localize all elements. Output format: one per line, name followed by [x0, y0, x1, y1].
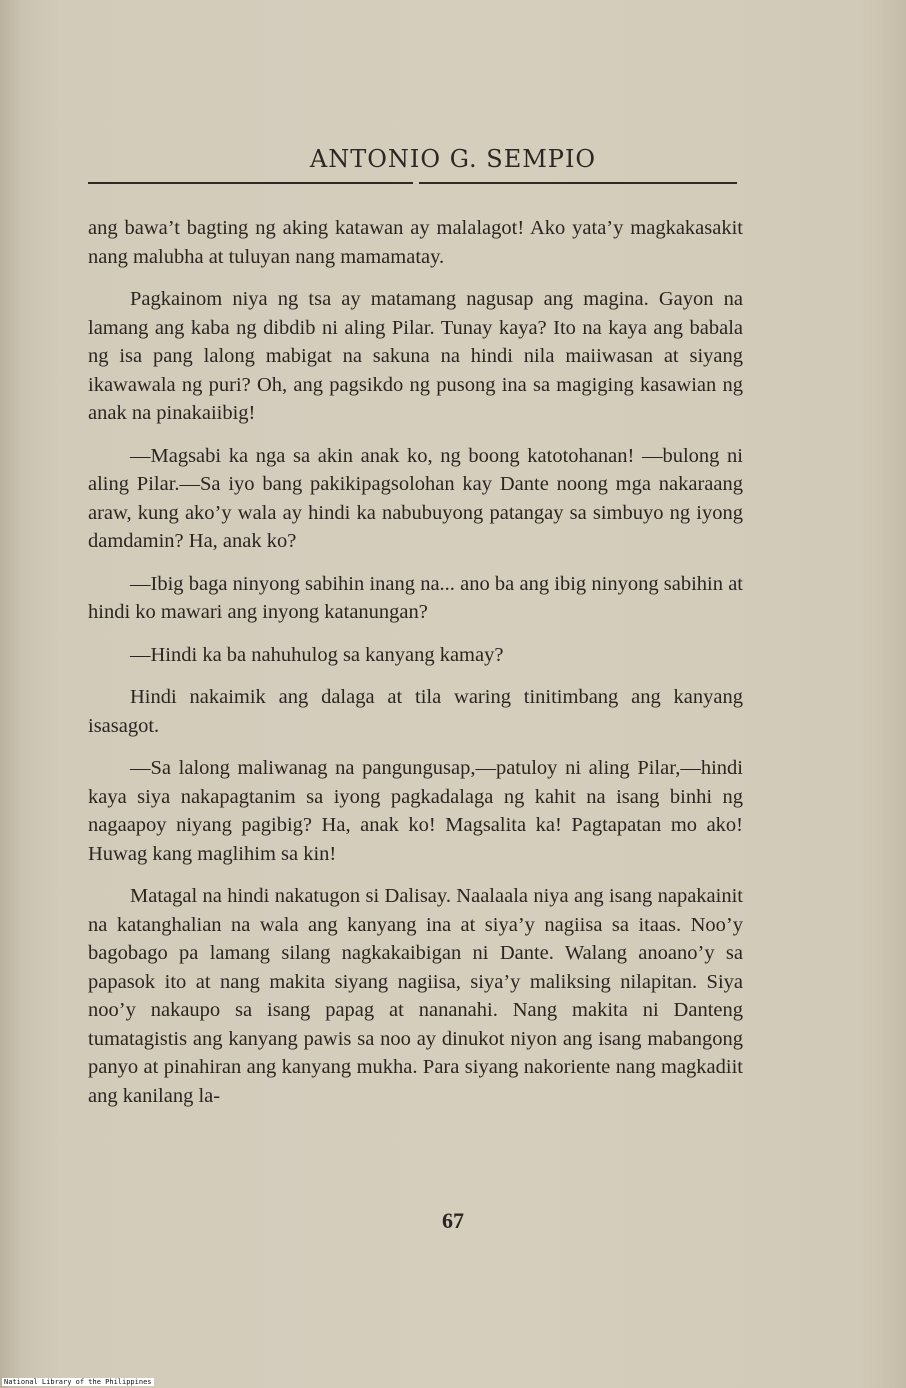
paragraph-3: —Magsabi ka nga sa akin anak ko, ng boong katotohanan! —bulong ni aling Pilar.—Sa iyo bang pakikipagsolohan kay Dante noong mga nakaraang araw, kung ako’y wala ay hindi ka nabubuyong patangay sa simbuyo ng iyong damdamin? Ha, anak ko? — [88, 444, 743, 552]
header-rule-right — [419, 182, 737, 184]
paragraph-8: Matagal na hindi nakatugon si Dalisay. Naalaala niya ang isang napakainit na katanghalian na wala ang kanyang ina at siya’y nagiisa sa itaas. Noo’y bagobago pa lamang silang nagkakaibigan ni Dante. Walang anoano’y sa papasok ito at nang makita siyang nagiisa, siya’y maliksing nilapitan. Siya noo’y nakaupo sa isang papag at nananahi. Nang makita ni Danteng tumatagistis ang kanyang pawis sa noo ay dinukot niyon ang isang mabangong panyo at pinahiran ang kanyang mukha. Para siyang nakoriente nang magkadiit ang kanilang la- — [88, 885, 743, 1107]
running-header: ANTONIO G. SEMPIO — [309, 145, 597, 173]
paragraph-7: —Sa lalong maliwanag na pangungusap,—patuloy ni aling Pilar,—hindi kaya siya nakapagtanim sa iyong pagkadalaga ng kahit na isang binhi ng nagaapoy niyang pagibig? Ha, anak ko! Magsalita ka! Pagtapatan mo ako! Huwag kang maglihim sa kin! — [88, 757, 743, 865]
header-rule-left — [88, 182, 413, 184]
library-credit: National Library of the Philippines — [4, 1378, 152, 1386]
paragraph-4: —Ibig baga ninyong sabihin inang na... ano ba ang ibig ninyong sabihin at hindi ko mawari ang inyong katanungan? — [88, 572, 743, 623]
page-number: 67 — [442, 1208, 464, 1233]
paragraph-6: Hindi nakaimik ang dalaga at tila waring tinitimbang ang kanyang isasagot. — [88, 686, 743, 737]
paragraph-1: ang bawa’t bagting ng aking katawan ay malalagot! Ako yata’y magkakasakit nang malubha at tuluyan nang mamamatay. — [88, 217, 743, 268]
page-body — [88, 214, 743, 1124]
paragraph-5: —Hindi ka ba nahuhulog sa kanyang kamay? — [130, 643, 504, 666]
paragraph-2: Pagkainom niya ng tsa ay matamang nagusap ang magina. Gayon na lamang ang kaba ng dibdib ni aling Pilar. Tunay kaya? Ito na kaya ang babala ng isa pang lalong mabigat na sakuna na hindi nila maiiwasan at siyang ikawawala ng puri? Oh, ang pagsikdo ng pusong ina sa magiging kasawian ng anak na pinakaiibig! — [88, 288, 743, 424]
